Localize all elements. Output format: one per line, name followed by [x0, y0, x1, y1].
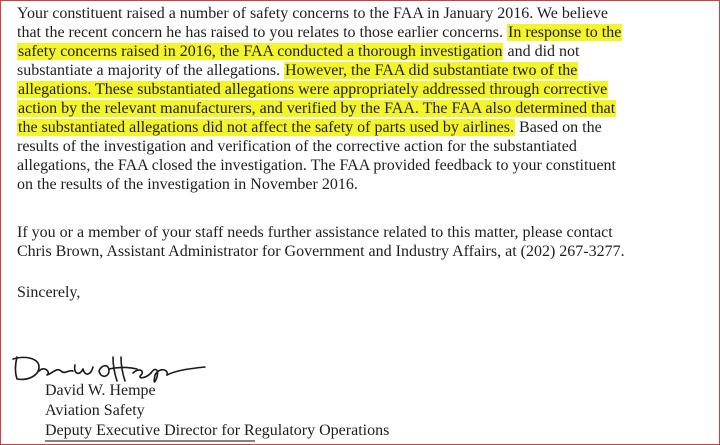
body-text: that the recent concern he has raised to you relates to those earlier concerns.: [17, 24, 508, 41]
paragraph-safety-concerns: [17, 4, 717, 194]
text-line: [17, 61, 717, 80]
text-line: [17, 42, 717, 61]
text-line: [17, 156, 717, 175]
body-text: substantiate a majority of the allegations.: [17, 62, 285, 79]
closing: [17, 283, 717, 302]
signer-title: Deputy Executive Director for Regulatory Operations: [45, 422, 390, 439]
highlighted-text: However, the FAA did substantiate two of the: [285, 62, 578, 79]
highlighted-text: action by the relevant manufacturers, and verified by the FAA. The FAA also determined that: [18, 100, 616, 117]
text-line: [17, 80, 717, 99]
cut-off-text-line: [45, 440, 275, 445]
text-line: If you or a member of your staff needs further assistance related to this matter, please contact: [17, 224, 613, 241]
text-line: [17, 99, 717, 118]
signer-name: David W. Hempe: [45, 382, 156, 399]
body-text: Based on the: [515, 119, 602, 136]
signature-block: [45, 381, 389, 441]
highlighted-text: the substantiated allegations did not affect the safety of parts used by airlines.: [18, 119, 515, 136]
highlighted-text: In response to the: [508, 24, 622, 41]
text-line: [17, 4, 717, 23]
highlighted-text: safety concerns raised in 2016, the FAA conducted a thorough investigation: [18, 43, 503, 60]
text-line: [17, 23, 717, 42]
highlighted-text: allegations. These substantiated allegations were appropriately addressed through corrective: [18, 81, 608, 98]
body-text: allegations, the FAA closed the investigation. The FAA provided feedback to your constituent: [17, 157, 616, 174]
body-text: and did not: [503, 43, 580, 60]
text-line: Chris Brown, Assistant Administrator for Government and Industry Affairs, at (202) 267-3277.: [17, 243, 625, 260]
body-text: results of the investigation and verification of the corrective action for the substantiated: [17, 138, 577, 155]
text-line: [17, 118, 717, 137]
text-line: [17, 137, 717, 156]
signer-org: Aviation Safety: [45, 402, 145, 419]
text-line: [17, 175, 717, 194]
body-text: on the results of the investigation in November 2016.: [17, 176, 358, 193]
paragraph-contact: [17, 223, 717, 261]
closing-text: Sincerely,: [17, 284, 81, 301]
body-text: Your constituent raised a number of safety concerns to the FAA in January 2016. We believe: [17, 5, 609, 22]
